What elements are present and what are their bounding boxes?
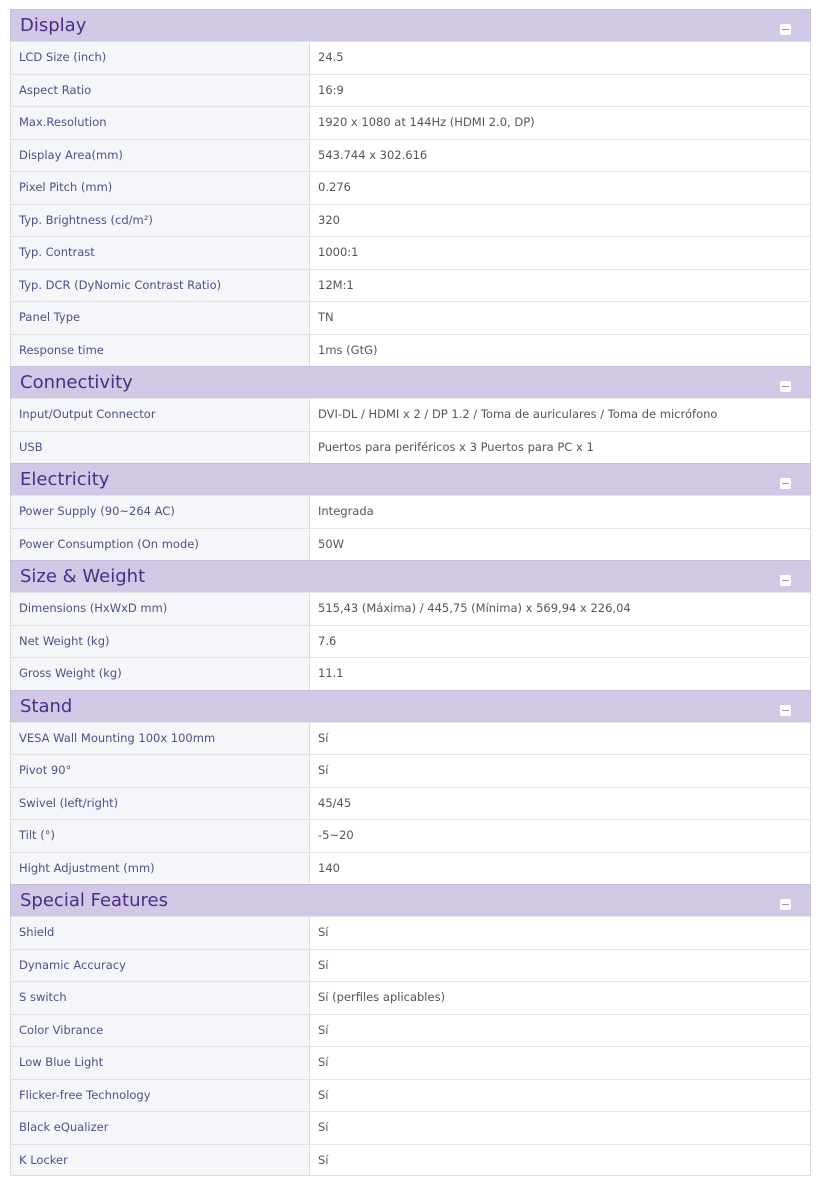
spec-row [10, 41, 811, 74]
section-title: Electricity [20, 469, 110, 490]
spec-row [10, 1014, 811, 1047]
spec-row [10, 949, 811, 982]
spec-row [10, 592, 811, 625]
spec-row [10, 528, 811, 561]
spec-row [10, 334, 811, 367]
spec-value: TN [310, 302, 810, 334]
spec-value: 1920 x 1080 at 144Hz (HDMI 2.0, DP) [310, 107, 810, 139]
section-title: Special Features [20, 890, 168, 911]
spec-row [10, 625, 811, 658]
collapse-icon[interactable] [780, 381, 791, 392]
spec-row [10, 269, 811, 302]
spec-label: Typ. Brightness (cd/m²) [11, 205, 310, 237]
section-header[interactable] [10, 560, 811, 592]
spec-value: Sí [310, 1145, 810, 1176]
spec-row [10, 301, 811, 334]
spec-value: Sí [310, 723, 810, 755]
section-header[interactable] [10, 9, 811, 41]
spec-label: Pivot 90° [11, 755, 310, 787]
section-header[interactable] [10, 884, 811, 916]
spec-row [10, 1111, 811, 1144]
section-header[interactable] [10, 463, 811, 495]
spec-value: -5~20 [310, 820, 810, 852]
section-header[interactable] [10, 690, 811, 722]
spec-label: LCD Size (inch) [11, 42, 310, 74]
spec-value: 515,43 (Máxima) / 445,75 (Mínima) x 569,94 x 226,04 [310, 593, 810, 625]
spec-label: Gross Weight (kg) [11, 658, 310, 690]
collapse-icon[interactable] [780, 705, 791, 716]
spec-label: Pixel Pitch (mm) [11, 172, 310, 204]
spec-table [10, 9, 811, 1176]
spec-value: 0.276 [310, 172, 810, 204]
spec-label: Dimensions (HxWxD mm) [11, 593, 310, 625]
spec-label: Color Vibrance [11, 1015, 310, 1047]
spec-label: Dynamic Accuracy [11, 950, 310, 982]
spec-row [10, 1144, 811, 1177]
spec-row [10, 1046, 811, 1079]
spec-label: Max.Resolution [11, 107, 310, 139]
spec-value: Sí [310, 1015, 810, 1047]
spec-value: Sí [310, 1080, 810, 1112]
spec-row [10, 495, 811, 528]
spec-value: 45/45 [310, 788, 810, 820]
spec-label: Typ. DCR (DyNomic Contrast Ratio) [11, 270, 310, 302]
spec-row [10, 139, 811, 172]
section-title: Display [20, 15, 87, 36]
spec-label: Input/Output Connector [11, 399, 310, 431]
spec-label: Low Blue Light [11, 1047, 310, 1079]
collapse-icon[interactable] [780, 575, 791, 586]
spec-value: Sí [310, 917, 810, 949]
spec-row [10, 398, 811, 431]
spec-value: 320 [310, 205, 810, 237]
spec-row [10, 74, 811, 107]
spec-value: Puertos para periféricos x 3 Puertos para PC x 1 [310, 432, 810, 464]
section-title: Stand [20, 695, 73, 717]
section-header[interactable] [10, 366, 811, 398]
spec-row [10, 981, 811, 1014]
collapse-icon[interactable] [780, 24, 791, 35]
section-title: Size & Weight [20, 566, 146, 587]
spec-row [10, 722, 811, 755]
spec-label: Power Consumption (On mode) [11, 529, 310, 561]
spec-label: Swivel (left/right) [11, 788, 310, 820]
spec-label: Panel Type [11, 302, 310, 334]
spec-value: Sí [310, 1112, 810, 1144]
spec-row [10, 819, 811, 852]
spec-row [10, 852, 811, 885]
spec-label: Aspect Ratio [11, 75, 310, 107]
spec-label: Response time [11, 335, 310, 367]
spec-value: Sí (perfiles aplicables) [310, 982, 810, 1014]
spec-value: 543.744 x 302.616 [310, 140, 810, 172]
spec-value: 1000:1 [310, 237, 810, 269]
collapse-icon[interactable] [780, 899, 791, 910]
spec-value: 12M:1 [310, 270, 810, 302]
spec-label: K Locker [11, 1145, 310, 1176]
spec-label: Power Supply (90~264 AC) [11, 496, 310, 528]
spec-value: Sí [310, 950, 810, 982]
spec-label: Hight Adjustment (mm) [11, 853, 310, 885]
spec-row [10, 236, 811, 269]
spec-label: Tilt (°) [11, 820, 310, 852]
spec-value: Sí [310, 1047, 810, 1079]
spec-value: 16:9 [310, 75, 810, 107]
spec-value: 140 [310, 853, 810, 885]
spec-label: Typ. Contrast [11, 237, 310, 269]
spec-value: DVI-DL / HDMI x 2 / DP 1.2 / Toma de auriculares / Toma de micrófono [310, 399, 810, 431]
spec-value: Integrada [310, 496, 810, 528]
spec-value: 50W [310, 529, 810, 561]
spec-row [10, 754, 811, 787]
spec-value: 11.1 [310, 658, 810, 690]
spec-value: 7.6 [310, 626, 810, 658]
spec-row [10, 916, 811, 949]
spec-label: Black eQualizer [11, 1112, 310, 1144]
spec-value: 1ms (GtG) [310, 335, 810, 367]
spec-row [10, 171, 811, 204]
section-title: Connectivity [20, 372, 133, 393]
spec-label: Display Area(mm) [11, 140, 310, 172]
spec-label: USB [11, 432, 310, 464]
spec-row [10, 787, 811, 820]
spec-row [10, 1079, 811, 1112]
spec-row [10, 106, 811, 139]
spec-row [10, 204, 811, 237]
spec-label: VESA Wall Mounting 100x 100mm [11, 723, 310, 755]
spec-label: Flicker-free Technology [11, 1080, 310, 1112]
spec-value: Sí [310, 755, 810, 787]
spec-row [10, 657, 811, 690]
spec-label: Shield [11, 917, 310, 949]
spec-value: 24.5 [310, 42, 810, 74]
collapse-icon[interactable] [780, 478, 791, 489]
spec-row [10, 431, 811, 464]
spec-label: Net Weight (kg) [11, 626, 310, 658]
spec-label: S switch [11, 982, 310, 1014]
